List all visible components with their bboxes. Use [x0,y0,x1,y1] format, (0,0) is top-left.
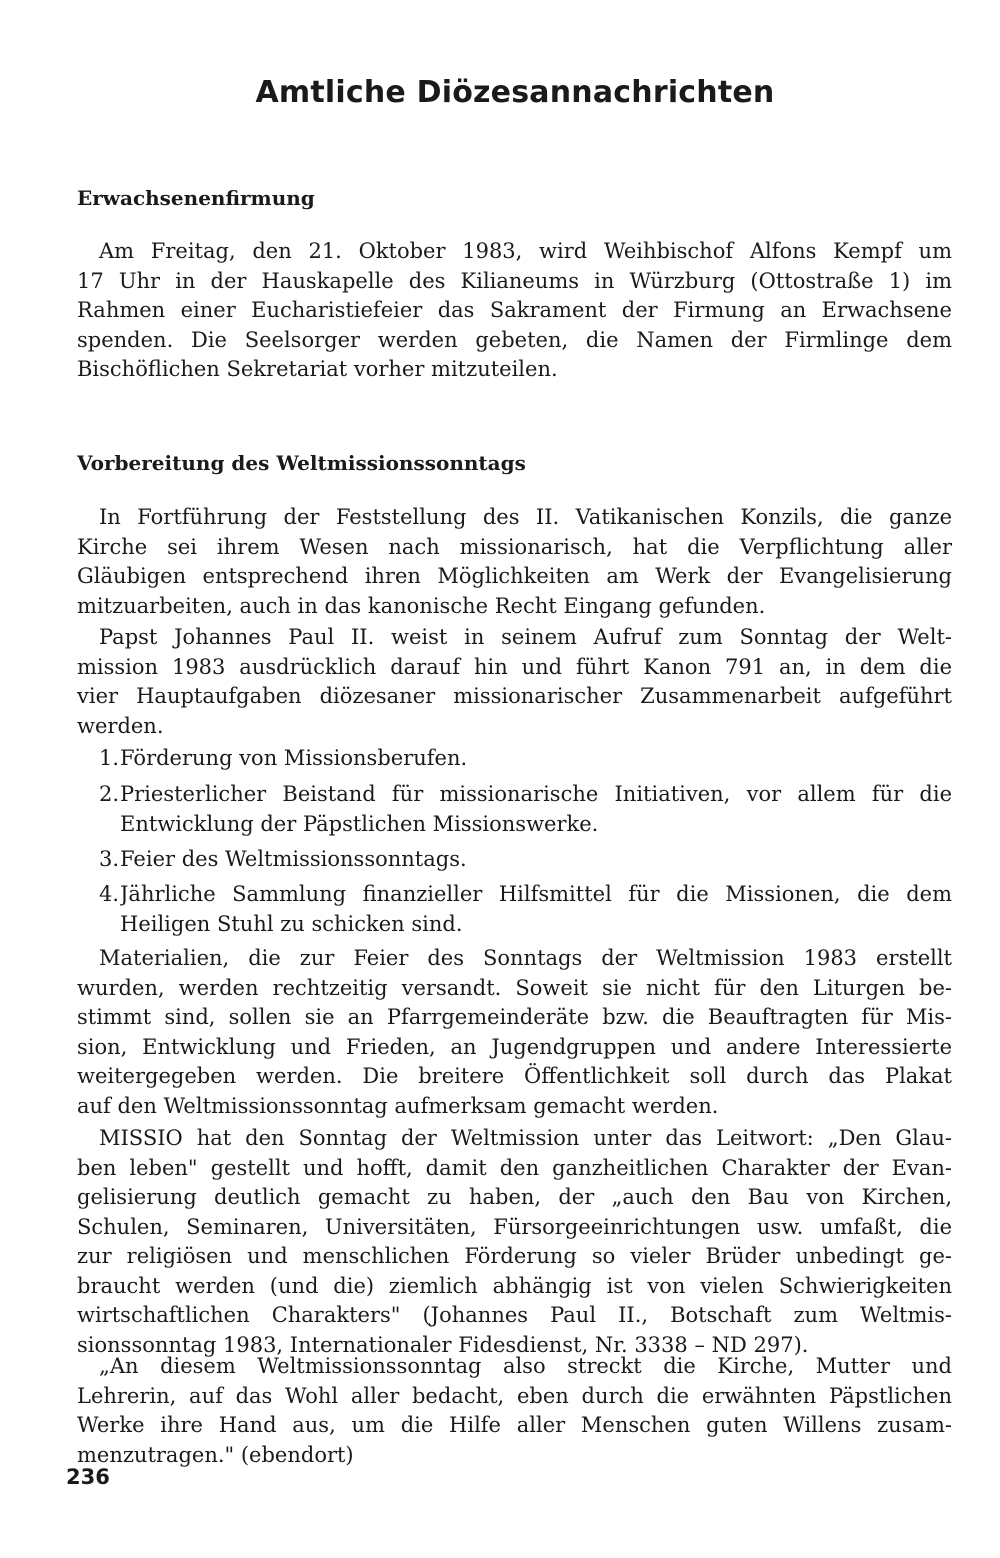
text-line: wirtschaftlichen Charakters" (Johannes Paul II., Botschaft zum Weltmis- [77,1303,952,1327]
text-line: vier Hauptaufgaben diözesaner missionarischer Zusammenarbeit aufgeführt [77,684,952,708]
text-line: Materialien, die zur Feier des Sonntags der Weltmission 1983 erstellt [99,946,952,970]
text-line: 17 Uhr in der Hauskapelle des Kilianeums in Würzburg (Ottostraße 1) im [77,268,952,293]
paragraph-4 [77,1124,952,1360]
text-line: Am Freitag, den 21. Oktober 1983, wird Weihbischof Alfons Kempf um [99,239,952,263]
text-line: Papst Johannes Paul II. weist in seinem Aufruf zum Sonntag der Welt- [99,625,952,649]
page-number: 236 [66,1465,110,1489]
text-line: sionssonntag 1983, Internationaler Fidesdienst, Nr. 3338 – ND 297). [77,1332,809,1357]
list-number: 1. [99,746,120,770]
text-line: menzutragen." (ebendort) [77,1442,354,1467]
text-line: Kirche sei ihrem Wesen nach missionarisch, hat die Verpflichtung aller [77,534,952,559]
text-line: stimmt sind, sollen sie an Pfarrgemeinderäte bzw. die Beauftragten für Mis- [77,1005,952,1029]
text-line: In Fortführung der Feststellung des II. Vatikanischen Konzils, die ganze [99,505,952,529]
page-title: Amtliche Diözesannachrichten [255,75,775,110]
text-line: mitzuarbeiten, auch in das kanonische Recht Eingang gefunden. [77,593,766,618]
list-item-3 [99,845,952,875]
text-line: MISSIO hat den Sonntag der Weltmission unter das Leitwort: „Den Glau- [99,1126,952,1150]
text-line: weitergegeben werden. Die breitere Öffentlichkeit soll durch das Plakat [77,1064,952,1088]
paragraph-3 [77,944,952,1121]
paragraph-5 [77,1352,952,1470]
list-item-2 [99,780,952,839]
text-line: gelisierung deutlich gemacht zu haben, der „auch den Bau von Kirchen, [77,1185,952,1209]
list-number: 3. [99,847,120,871]
text-line: Heiligen Stuhl zu schicken sind. [120,911,463,936]
text-line: Lehrerin, auf das Wohl aller bedacht, eben durch die erwähnten Päpstlichen [77,1383,952,1408]
text-line: Werke ihre Hand aus, um die Hilfe aller Menschen guten Willens zusam- [77,1413,952,1437]
text-line: braucht werden (und die) ziemlich abhängig ist von vielen Schwierigkeiten [77,1273,952,1298]
text-line: Schulen, Seminaren, Universitäten, Fürsorgeeinrichtungen usw. umfaßt, die [77,1214,952,1239]
text-line: „An diesem Weltmissionssonntag also streckt die Kirche, Mutter und [99,1354,952,1378]
text-line: Jährliche Sammlung finanzieller Hilfsmittel für die Missionen, die dem [120,882,952,906]
text-line: sion, Entwicklung und Frieden, an Jugendgruppen und andere Interessierte [77,1034,952,1059]
list-number: 2. [99,782,120,806]
list-item-1 [99,744,952,774]
paragraph-erwachsenenfirmung [77,237,952,385]
text-line: Rahmen einer Eucharistiefeier das Sakrament der Firmung an Erwachsene [77,298,952,322]
section-heading-erwachsenenfirmung: Erwachsenenfirmung [77,186,315,210]
list-number: 4. [99,882,120,906]
text-line: Priesterlicher Beistand für missionarische Initiativen, vor allem für die [120,782,952,806]
text-line: auf den Weltmissionssonntag aufmerksam gemacht werden. [77,1093,719,1118]
text-line: wurden, werden rechtzeitig versandt. Soweit sie nicht für den Liturgen be- [77,975,952,1000]
paragraph-1 [77,503,952,621]
text-line: ben leben" gestellt und hofft, damit den ganzheitlichen Charakter der Evan- [77,1155,952,1180]
list-item-4 [99,880,952,939]
text-line: zur religiösen und menschlichen Förderung so vieler Brüder unbedingt ge- [77,1244,952,1268]
text-line: werden. [77,713,164,738]
text-line: spenden. Die Seelsorger werden gebeten, die Namen der Firmlinge dem [77,327,952,352]
text-line: Bischöflichen Sekretariat vorher mitzuteilen. [77,357,558,381]
text-line: Förderung von Missionsberufen. [120,746,468,770]
section-heading-weltmissionssonntag: Vorbereitung des Weltmissionssonntags [77,451,526,475]
text-line: Gläubigen entsprechend ihren Möglichkeiten am Werk der Evangelisierung [77,564,952,588]
paragraph-2 [77,623,952,741]
text-line: mission 1983 ausdrücklich darauf hin und führt Kanon 791 an, in dem die [77,654,952,679]
text-line: Entwicklung der Päpstlichen Missionswerke. [120,811,599,836]
text-line: Feier des Weltmissionssonntags. [120,847,467,871]
